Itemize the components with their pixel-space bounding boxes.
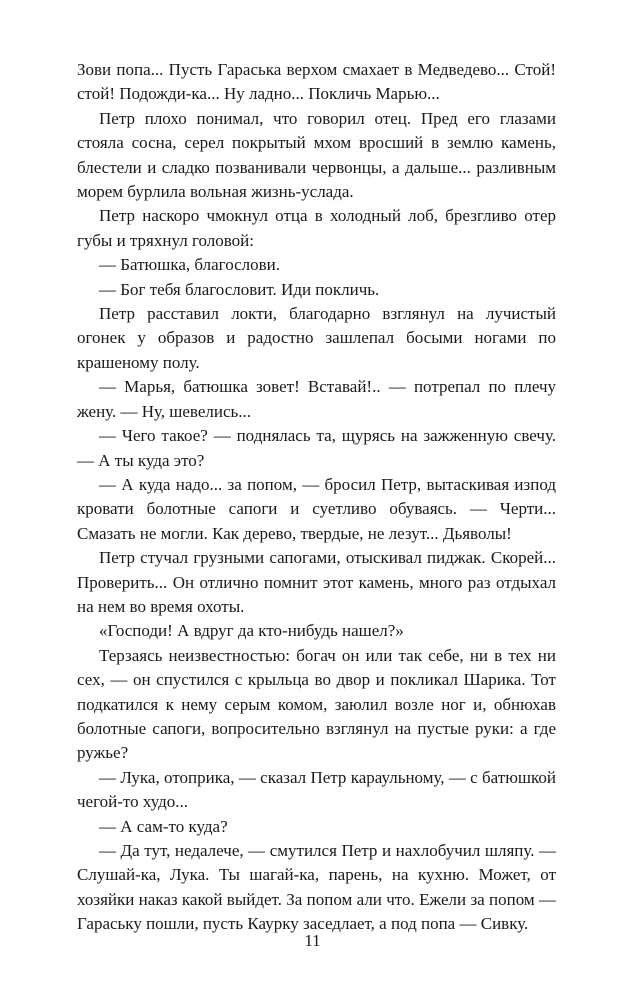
- page-body: [77, 58, 556, 937]
- paragraph: «Господи! А вдруг да кто-нибудь нашел?»: [99, 621, 404, 641]
- paragraph: — А куда надо... за попом, — бросил Петр, вытаскивая изпод кровати болотные сапоги и суетливо обуваясь. — Черти... Смазать не могли. Как дерево, твердые, не лезут... Дьяволы!: [77, 474, 556, 543]
- paragraph: Зови попа... Пусть Гараська верхом смахает в Медведево... Стой! стой! Подожди-ка... Ну ладно... Покличь Марью...: [77, 60, 556, 104]
- paragraph: — Батюшка, благослови.: [99, 255, 281, 275]
- paragraph: — Бог тебя благословит. Иди покличь.: [99, 279, 380, 299]
- paragraph: Терзаясь неизвестностью: богач он или так себе, ни в тех ни сех, — он спустился с крыльца во двор и покликал Шарика. Тот подкатился к нему серым комом, заюлил возле ног и, обнюхав болотные сапоги, вопросительно взглянул на пустые руки: а где ружье?: [77, 645, 556, 763]
- paragraph: Петр стучал грузными сапогами, отыскивал пиджак. Скорей... Проверить... Он отлично помнит этот камень, много раз отдыхал на нем во время охоты.: [77, 548, 556, 616]
- paragraph: — Марья, батюшка зовет! Вставай!.. — потрепал по плечу жену. — Ну, шевелись...: [77, 377, 556, 421]
- paragraph: — Да тут, недалече, — смутился Петр и нахлобучил шляпу. — Слушай-ка, Лука. Ты шагай-ка, парень, на кухню. Может, от хозяйки наказ какой выйдет. За попом али что. Ежели за попом — Гараську пошли, пусть Каурку заседлает, а под попа — Сивку.: [77, 841, 556, 934]
- paragraph: — Чего такое? — поднялась та, щурясь на зажженную свечу. — А ты куда это?: [77, 426, 556, 470]
- paragraph: Петр расставил локти, благодарно взглянул на лучистый огонек у образов и радостно зашлепал босыми ногами по крашеному полу.: [77, 304, 556, 372]
- paragraph: — Лука, отоприка, — сказал Петр караульному, — с батюшкой чегой-то худо...: [77, 767, 556, 812]
- page-number: 11: [304, 931, 321, 950]
- paragraph: Петр наскоро чмокнул отца в холодный лоб, брезгливо отер губы и тряхнул головой:: [77, 206, 556, 250]
- paragraph: Петр плохо понимал, что говорил отец. Пред его глазами стояла сосна, серел покрытый мхом вросший в землю камень, блестели и сладко позванивали червонцы, а дальше... разливным морем бурлила вольная жизнь-услада.: [77, 108, 556, 202]
- paragraph: — А сам-то куда?: [99, 816, 228, 836]
